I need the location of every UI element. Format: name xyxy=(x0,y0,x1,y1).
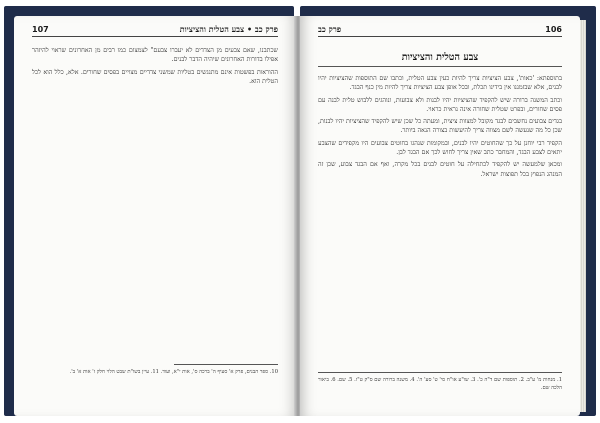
right-page-number: 106 xyxy=(545,25,562,34)
right-paragraph-2: וכתב המשנה ברורה שיש להקפיד שהציציות יהיו לבנות ולא צבועות, ונוהגים ללבוש טלית לבנה עם פסים שחורים, ובפרט שטלית שחורה אינה נראית כראוי. xyxy=(318,96,562,113)
chapter-title-rule xyxy=(318,66,562,67)
right-paragraph-5: ומכאן שלמעשה יש להקפיד לכתחילה על חוטים לבנים בכל מקרה, ואף אם הבגד צבוע, שכן זה המנהג הנפוץ בכל תפוצות ישראל. xyxy=(318,161,562,178)
right-page-body xyxy=(318,74,562,182)
left-page-number: 107 xyxy=(32,25,49,34)
right-paragraph-1: בתוספתא: 'כאות', צבע הציציות צריך להיות כעין צבע הטלית, וכתבו שם התוספות שהציציות יהיו לבנים, אלא שבזמננו אין בידינו תכלת, ובכל אופן צבע הציציות צריך להיות מין כנף הבגד. xyxy=(318,75,562,92)
left-page xyxy=(14,16,296,416)
right-page xyxy=(300,16,580,416)
open-book xyxy=(4,6,596,419)
left-paragraph-1: שכתבנו, שאם צבעים מן הצדדים לא יעברו צבעם" לצמצום כמו רבים מן האחרונים שראוי להיזהר אפילו בדורות האחרונים שיהיה הדבר לבנים. xyxy=(32,47,278,64)
left-paragraph-2: ההוראות בפשטות אינם מתנגשים בטליות שמשני צדדיים מצויים בפסים שחורים. אלא, כלל הוא לכל הטלית הוא. xyxy=(32,68,278,85)
right-footnote-rule xyxy=(318,372,562,373)
left-page-running-title: פרק כב • צבע הטלית והציציות xyxy=(179,24,278,34)
left-footnote-rule xyxy=(174,364,278,365)
right-paragraph-4: הקפיד רבי יוחנן על כך שהחוטים יהיו לבנים, ובמקומות שנהגו בחוטים צבועים היו מקפידים שהצבע יתאים לצבע הבגד, והמחבר כתב שאין צריך לחוש לכך אם הבגד לבן. xyxy=(318,139,562,157)
left-footnotes: 10. ספר הבנים, פרק א' סעיף ה' ברכה ס', אות י"א, ועוד. 11. עיין בשו"ת שבט הלוי חלק ז' אות א' ב'. xyxy=(69,369,278,375)
left-page-body xyxy=(32,46,278,89)
left-page-header xyxy=(32,24,278,37)
right-footnotes: 1. מנחות מ' ע"ב. 2. תוספות שם ד"ה כ'. 3. שו"ע או"ח סי' ט' סע' ה'. 4. משנה ברורה שם ס"ק ט"ז. 5. שם. 6. ביאור הלכה שם. xyxy=(318,377,562,391)
right-page-header xyxy=(318,24,562,37)
chapter-title: צבע הטלית והציציות xyxy=(401,52,479,63)
right-paragraph-3: בגדים צבועים נחשבים לבגד מקובל למצוות ציצית, ומעתה כל שכן שיש להקפיד שהציציות יהיו לבנות, שכן כל מה שנעשה לשם מצווה צריך להיעשות בצורה הנאה ביותר. xyxy=(318,118,562,135)
right-page-running-title: פרק כב xyxy=(318,24,342,34)
